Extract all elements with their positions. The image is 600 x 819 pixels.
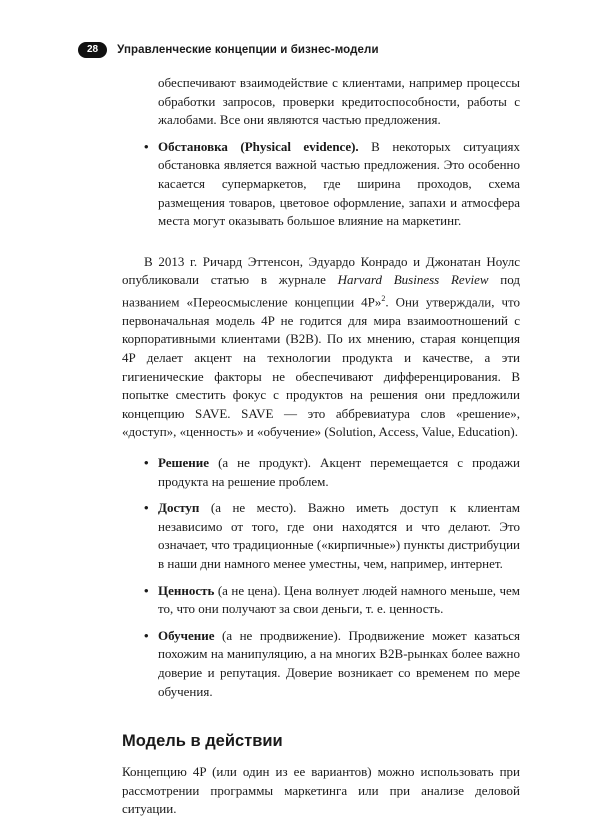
main-paragraph-part3: . Они утверждали, что первоначальная модель 4P не годится для мира взаимоотношений с корпоративными клиентами (B2B). По их мнению, старая концепция 4P делает акцент на технологии продукта и качестве, а эти гигиенические факторы не обеспечивают дифференцирования. В попытке сместить фокус с продуктов на решения они предложили концепцию SAVE. SAVE — это аббревиатура слов «решение», «доступ», «ценность» и «обучение» (Solution, Access, Value, Education). <box>122 294 520 440</box>
bullet-marker: • <box>144 138 149 154</box>
bullet-marker: • <box>144 455 149 471</box>
bullet-term: Решение <box>158 455 210 471</box>
main-paragraph-part2: под названием «Переосмысление концепции 4P» <box>122 272 521 310</box>
bullet-marker: • <box>144 582 149 598</box>
bullet-term: Обучение <box>158 627 215 643</box>
bullet-text: (а не цена). Цена волнует людей намного меньше, чем то, что они получают за свои деньги, т. е. ценность. <box>158 582 520 617</box>
bullet-text: (а не место). Важно иметь доступ к клиентам независимо от того, где они находятся и что делают. Это означает, что традиционные («кирпичные») пункты дистрибуции в наши дни намного менее уместны, чем, например, интернет. <box>158 500 520 571</box>
bullet-value <box>122 582 520 619</box>
intro-continuation: обеспечивают взаимодействие с клиентами, например процессы обработки запросов, проверки кредитоспособности, работы с жалобами. Все они являются частью предложения. <box>158 75 520 128</box>
main-paragraph <box>122 253 520 442</box>
bullet-access <box>122 499 520 573</box>
running-header <box>78 42 379 58</box>
bullet-education <box>122 627 520 701</box>
journal-name: Harvard Business Review <box>337 272 489 288</box>
bullet-marker: • <box>144 627 149 643</box>
footnote-marker[interactable]: 2 <box>381 293 386 303</box>
bullet-solution <box>122 454 520 491</box>
section-heading: Модель в действии <box>122 732 283 751</box>
running-title: Управленческие концепции и бизнес-модели <box>117 44 379 56</box>
bullet-marker: • <box>144 500 149 516</box>
page-content <box>122 74 520 819</box>
bullet-text: В некоторых ситуациях обстановка является важной частью предложения. Это особенно касается супермаркетов, где ширина проходов, схема размещения товаров, цветовое оформление, запахи и атмосфера места могут оказывать большое влияние на маркетинг. <box>158 138 520 229</box>
bullet-physical-evidence <box>122 138 520 231</box>
section-paragraph: Концепцию 4P (или один из ее вариантов) можно использовать при рассмотрении программы маркетинга или при анализе деловой ситуации. <box>122 764 520 817</box>
main-paragraph-part1: В 2013 г. Ричард Эттенсон, Эдуардо Конрадо и Джонатан Ноулс опубликовали статью в журнале <box>122 253 520 288</box>
page-number-badge: 28 <box>78 42 107 58</box>
bullet-term: Ценность <box>158 582 215 598</box>
bullet-term: Доступ <box>158 500 200 516</box>
bullet-term: Обстановка (Physical evidence). <box>158 138 359 154</box>
bullet-text: (а не продукт). Акцент перемещается с продажи продукта на решение проблем. <box>158 455 520 489</box>
bullet-text: (а не продвижение). Продвижение может казаться похожим на манипуляцию, а на многих B2B-рынках более важно доверие и репутация. Доверие возникает со временем по мере обучения. <box>158 627 520 699</box>
